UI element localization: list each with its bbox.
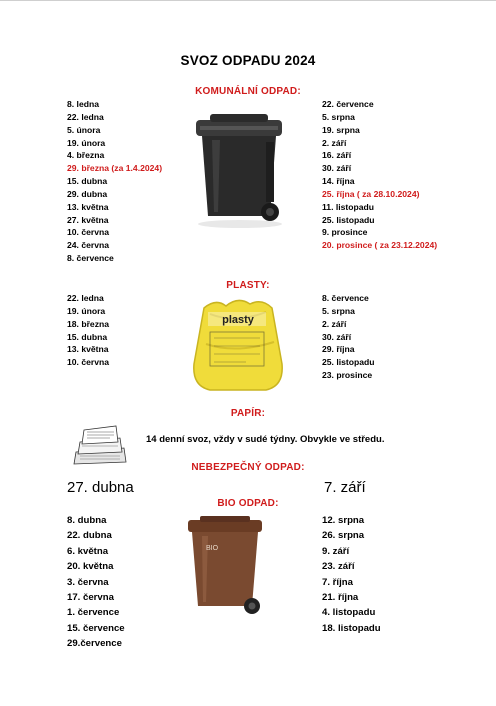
black-waste-bin-icon <box>190 112 288 230</box>
date-item: 19. srpna <box>322 124 360 135</box>
date-item: 15. dubna <box>67 331 108 342</box>
date-item: 25. listopadu <box>322 214 375 225</box>
date-item: 18. března <box>67 318 110 329</box>
papir-heading: PAPÍR: <box>230 408 266 419</box>
date-item: 25. října ( za 28.10.2024) <box>322 188 420 199</box>
plasty-heading: PLASTY: <box>226 280 270 291</box>
date-item: 8. ledna <box>67 99 99 109</box>
date-item: 19. února <box>67 305 106 316</box>
date-item: 18. listopadu <box>322 622 381 634</box>
nebezpecny-date-left: 27. dubna <box>67 479 134 496</box>
plasty-dates-left <box>67 292 109 369</box>
date-item: 25. listopadu <box>322 357 375 368</box>
date-item: 1. července <box>67 607 120 619</box>
date-item: 20. prosince ( za 23.12.2024) <box>322 240 438 251</box>
date-item: 22. ledna <box>67 111 104 122</box>
nebezpecny-date-right: 7. září <box>324 479 366 496</box>
date-item: 29. října <box>322 344 355 355</box>
date-item: 27. května <box>67 214 109 225</box>
date-item: 16. září <box>322 150 352 161</box>
date-item: 21. října <box>322 592 359 604</box>
date-item: 9. září <box>322 545 350 557</box>
date-item: 4. března <box>67 150 105 161</box>
date-item: 15. července <box>67 622 125 634</box>
date-item: 2. září <box>322 318 347 329</box>
date-item: 22. dubna <box>67 530 112 542</box>
date-item: 20. května <box>67 561 114 573</box>
date-item: 5. února <box>67 124 101 135</box>
date-item: 22. ledna <box>67 293 104 303</box>
date-item: 15. dubna <box>67 176 108 187</box>
plasty-dates-right <box>322 292 375 382</box>
date-item: 23. září <box>322 561 355 573</box>
newspaper-stack-icon <box>70 422 130 466</box>
date-item: 14. října <box>322 176 355 187</box>
nebezpecny-heading: NEBEZPEČNÝ ODPAD: <box>191 462 305 473</box>
date-item: 12. srpna <box>322 515 365 526</box>
bio-heading: BIO ODPAD: <box>217 498 279 509</box>
date-item: 4. listopadu <box>322 607 376 619</box>
page-border <box>0 0 496 1</box>
date-item: 10. června <box>67 357 110 368</box>
bio-dates-left <box>67 513 125 652</box>
date-item: 17. června <box>67 592 114 604</box>
date-item: 29. dubna <box>67 188 108 199</box>
date-item: 8. července <box>67 253 114 264</box>
komunalni-heading: KOMUNÁLNÍ ODPAD: <box>195 86 301 97</box>
date-item: 30. září <box>322 163 352 174</box>
date-item: 7. října <box>322 576 353 588</box>
date-item: 5. srpna <box>322 111 355 122</box>
date-item: 8. dubna <box>67 515 107 526</box>
date-item: 13. května <box>67 201 109 212</box>
date-item: 8. července <box>322 293 369 303</box>
date-item: 19. února <box>67 137 106 148</box>
date-item: 3. června <box>67 576 109 588</box>
date-item: 2. září <box>322 137 347 148</box>
komunalni-dates-left <box>67 98 162 265</box>
date-item: 5. srpna <box>322 305 355 316</box>
papir-description: 14 denní svoz, vždy v sudé týdny. Obvykle ve středu. <box>146 434 385 445</box>
date-item: 10. června <box>67 227 110 238</box>
date-item: 9. prosince <box>322 227 368 238</box>
komunalni-dates-right <box>322 98 437 252</box>
plastic-bag-label: plasty <box>222 314 254 326</box>
date-item: 26. srpna <box>322 530 365 542</box>
date-item: 29.července <box>67 638 122 650</box>
date-item: 29. března (za 1.4.2024) <box>67 163 163 174</box>
date-item: 13. května <box>67 344 109 355</box>
date-item: 30. září <box>322 331 352 342</box>
date-item: 11. listopadu <box>322 201 375 212</box>
date-item: 23. prosince <box>322 370 373 381</box>
bio-dates-right <box>322 513 381 636</box>
date-item: 6. května <box>67 545 109 557</box>
page-title: SVOZ ODPADU 2024 <box>180 53 316 68</box>
date-item: 22. července <box>322 99 374 109</box>
bio-bin-label: BIO <box>206 545 219 552</box>
brown-bio-bin-icon <box>184 514 268 616</box>
date-item: 24. června <box>67 240 110 251</box>
yellow-plastic-bag-icon <box>186 294 290 394</box>
